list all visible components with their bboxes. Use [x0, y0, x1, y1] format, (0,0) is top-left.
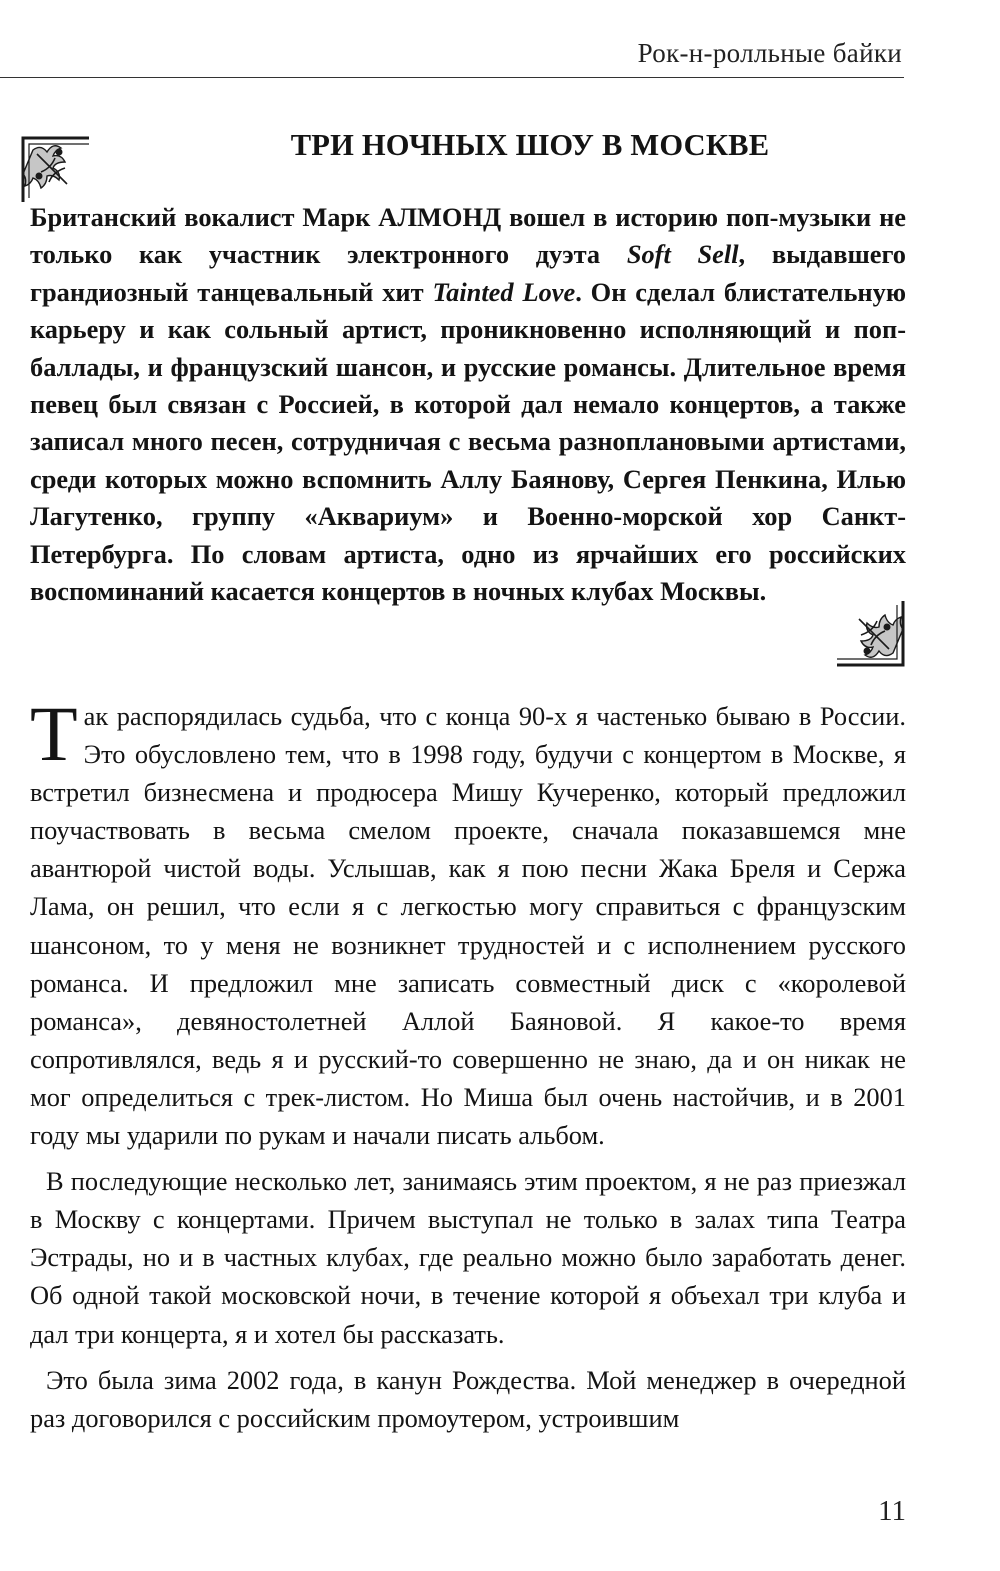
drop-cap: Т [30, 690, 78, 777]
lead-paragraph [30, 199, 906, 610]
body-paragraph-3: Это была зима 2002 года, в канун Рождества. Мой менеджер в очередной раз договорился с российским промоутером, устроившим [30, 1364, 906, 1433]
body-paragraph-1 [30, 690, 906, 1154]
article-body [30, 690, 906, 1445]
lead-hit-name: Tainted Love [432, 276, 576, 307]
corner-ornament-bottom-right [833, 597, 907, 671]
body-paragraph-1-text: ак распорядилась судьба, что с конца 90-х я частенько бываю в России. Это обусловлено тем, что в 1998 году, будучи с концертом в Москве, я встретил бизнесмена и продюсера Мишу Кучеренко, который предложил поучаствовать в весьма смелом проекте, сначала показавшемся мне авантюрой чистой воды. Услышав, как я пою песни Жака Бреля и Сержа Лама, он решил, что если я с легкостью могу справиться с французским шансоном, то у меня не возникнет трудностей и с исполнением русского романса. И предложил мне записать совместный диск с «королевой романса», девяностолетней Аллой Баяновой. Я какое-то время сопротивлялся, ведь я и русский-то совершенно не знаю, да и он никак не мог определиться с трек-листом. Но Миша был очень настойчив, и в 2001 году мы ударили по рукам и начали писать альбом. [30, 701, 906, 1151]
running-head: Рок-н-ролльные байки [637, 38, 902, 68]
article-title: ТРИ НОЧНЫХ ШОУ В МОСКВЕ [290, 128, 770, 162]
body-paragraph-2: В последующие несколько лет, занимаясь этим проектом, я не раз приезжал в Москву с концертами. Причем выступал не только в залах типа Театра Эстрады, но и в частных клубах, где реально можно было заработать денег. Об одной такой московской ночи, в течение которой я объехал три клуба и дал три концерта, я и хотел бы рассказать. [30, 1166, 906, 1349]
header-rule [0, 77, 904, 78]
lead-text-part-1: Британский вокалист Марк АЛМОНД вошел в историю поп-музыки не только как участник электронного дуэта [30, 202, 906, 270]
page-number: 11 [878, 1495, 906, 1527]
lead-text-part-2: , выдавшего грандиозный танцевальный хит [30, 239, 906, 307]
lead-band-name: Soft Sell [626, 239, 739, 270]
lead-text-part-3: . Он сделал блистательную карьеру и как сольный артист, проникновенно исполняющий и поп-баллады, и французский шансон, и русские романсы. Длительное время певец был связан с Россией, в которой дал немало концертов, а также записал много песен, сотрудничая с весьма разноплановыми артистами, среди которых можно вспомнить Аллу Баянову, Сергея Пенкина, Илью Лагутенко, группу «Аквариум» и Военно-морской хор Санкт-Петербурга. По словам артиста, одно из ярчайших его российских воспоминаний касается концертов в ночных клубах Москвы. [30, 276, 906, 607]
